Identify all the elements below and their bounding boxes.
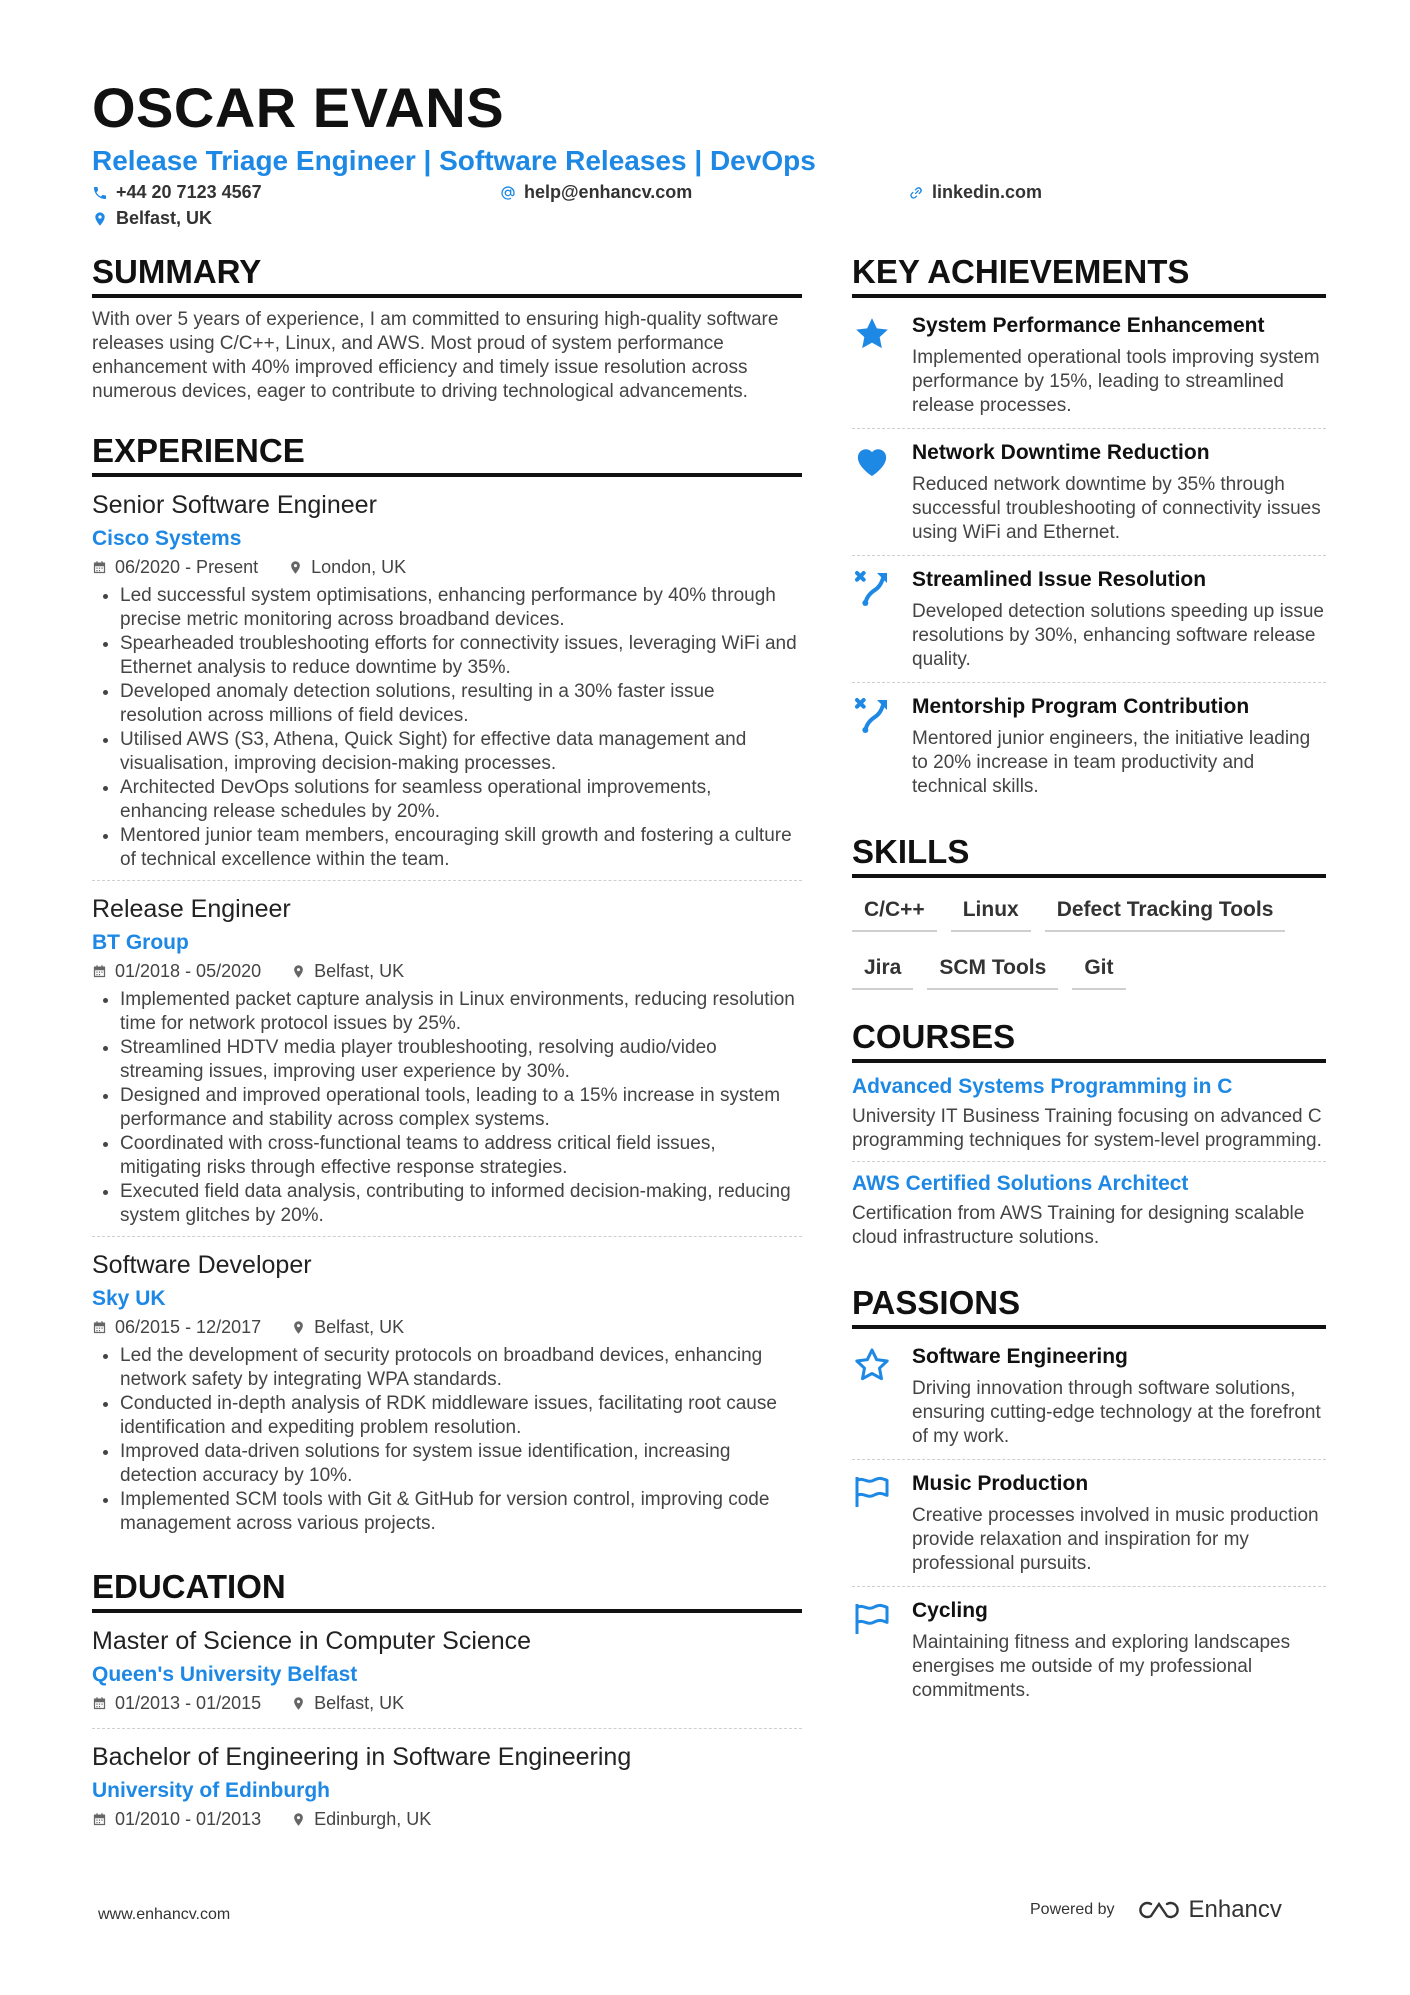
skills-list: [852, 892, 1326, 990]
flag-icon: [852, 1599, 892, 1639]
school-name: Queen's University Belfast: [92, 1663, 358, 1686]
linkedin-text: linkedin.com: [932, 182, 1043, 202]
job-title: Software Developer: [92, 1251, 312, 1279]
achievement-item: [852, 556, 1326, 683]
bullet-item: • Implemented packet capture analysis in Linux environments, reducing resolution time for network protocol issues by 25%.: [120, 988, 802, 1036]
passion-item: [852, 1587, 1326, 1713]
course-item: [852, 1162, 1326, 1258]
heart-icon: [852, 441, 892, 481]
passion-item: [852, 1333, 1326, 1460]
job-dates: 06/2015 - 12/2017: [115, 1317, 262, 1337]
course-title: Advanced Systems Programming in C: [852, 1075, 1233, 1098]
calendar-icon: [92, 1812, 107, 1827]
passions-list: [852, 1333, 1326, 1713]
course-desc: Certification from AWS Training for designing scalable cloud infrastructure solutions.: [852, 1203, 1305, 1248]
flag-icon: [852, 1472, 892, 1512]
achievement-item: [852, 429, 1326, 556]
job-location: Belfast, UK: [314, 1317, 405, 1337]
enhancv-logo[interactable]: [1137, 1896, 1282, 1924]
education-dates: 01/2010 - 01/2013: [115, 1809, 262, 1829]
courses-list: [852, 1065, 1326, 1258]
at-icon: [500, 185, 516, 201]
bullet-item: • Mentored junior team members, encouraging skill growth and fostering a culture of technical excellence within the team.: [120, 824, 802, 872]
route-icon: [852, 695, 892, 735]
job-dates: 06/2020 - Present: [115, 557, 259, 577]
job-location: Belfast, UK: [314, 961, 405, 981]
bullet-item: • Designed and improved operational tools, leading to a 15% increase in system performance and stability across complex systems.: [120, 1084, 802, 1132]
skill-tag: SCM Tools: [927, 950, 1058, 990]
bullet-item: • Improved data-driven solutions for system issue identification, increasing detection accuracy by 10%.: [120, 1440, 802, 1488]
location-pin-icon: [291, 1696, 306, 1711]
job-bullets: [92, 1344, 802, 1536]
achievement-title: Mentorship Program Contribution: [912, 695, 1250, 718]
skill-tag: Linux: [951, 892, 1031, 932]
email-text: help@enhancv.com: [524, 182, 693, 202]
contact-email[interactable]: [500, 182, 692, 203]
job-meta: [92, 557, 802, 578]
passions-heading: PASSIONS: [852, 1286, 1326, 1329]
achievement-item: [852, 683, 1326, 809]
education-meta: [92, 1693, 802, 1714]
education-entry: [92, 1625, 802, 1729]
job-bullets: [92, 584, 802, 872]
education-location: Belfast, UK: [314, 1693, 405, 1713]
contact-linkedin[interactable]: [908, 182, 1042, 203]
achievement-desc: Reduced network downtime by 35% through successful troubleshooting of connectivity issues using WiFi and Ethernet.: [912, 474, 1321, 543]
achievements-heading: KEY ACHIEVEMENTS: [852, 255, 1326, 298]
calendar-icon: [92, 1320, 107, 1335]
achievement-desc: Implemented operational tools improving system performance by 15%, leading to streamlined release processes.: [912, 347, 1320, 416]
summary-heading: SUMMARY: [92, 255, 802, 298]
bullet-item: • Led the development of security protocols on broadband devices, enhancing network safety by integrating WPA standards.: [120, 1344, 802, 1392]
job-bullets: [92, 988, 802, 1228]
education-dates: 01/2013 - 01/2015: [115, 1693, 262, 1713]
company-name: BT Group: [92, 931, 189, 954]
achievement-title: Network Downtime Reduction: [912, 441, 1210, 464]
footer-website[interactable]: www.enhancv.com: [98, 1906, 231, 1923]
location-pin-icon: [291, 1812, 306, 1827]
achievement-title: System Performance Enhancement: [912, 314, 1265, 337]
location-text: Belfast, UK: [116, 208, 213, 228]
course-desc: University IT Business Training focusing on advanced C programming techniques for system-level programming.: [852, 1106, 1322, 1151]
job-entry: [92, 893, 802, 1237]
job-title: Senior Software Engineer: [92, 491, 377, 519]
passion-desc: Driving innovation through software solutions, ensuring cutting-edge technology at the forefront of my work.: [912, 1378, 1321, 1447]
course-title: AWS Certified Solutions Architect: [852, 1172, 1189, 1195]
powered-by-text: Powered by: [1030, 1901, 1115, 1918]
education-meta: [92, 1809, 802, 1830]
company-name: Cisco Systems: [92, 527, 242, 550]
education-entry: [92, 1741, 802, 1844]
achievements-list: [852, 302, 1326, 809]
bullet-item: • Implemented SCM tools with Git & GitHub for version control, improving code management across various projects.: [120, 1488, 802, 1536]
bullet-item: • Streamlined HDTV media player troubleshooting, resolving audio/video streaming issues, improving user experience by 30%.: [120, 1036, 802, 1084]
bullet-item: • Conducted in-depth analysis of RDK middleware issues, facilitating root cause identification and expediting problem resolution.: [120, 1392, 802, 1440]
bullet-item: • Led successful system optimisations, enhancing performance by 40% through precise metric monitoring across broadband devices.: [120, 584, 802, 632]
right-column: [852, 255, 1326, 1713]
school-name: University of Edinburgh: [92, 1779, 331, 1802]
left-column: [92, 255, 802, 1844]
calendar-icon: [92, 1696, 107, 1711]
star-icon: [852, 314, 892, 354]
achievement-item: [852, 302, 1326, 429]
calendar-icon: [92, 560, 107, 575]
bullet-item: • Executed field data analysis, contributing to informed decision-making, reducing system glitches by 20%.: [120, 1180, 802, 1228]
location-pin-icon: [288, 560, 303, 575]
bullet-item: • Coordinated with cross-functional teams to address critical field issues, mitigating risks through effective response strategies.: [120, 1132, 802, 1180]
bullet-item: • Spearheaded troubleshooting efforts for connectivity issues, leveraging WiFi and Ethernet analysis to reduce downtime by 35%.: [120, 632, 802, 680]
degree-title: Bachelor of Engineering in Software Engineering: [92, 1743, 632, 1771]
job-meta: [92, 1317, 802, 1338]
contact-phone: [92, 182, 262, 203]
footer-branding: [1030, 1896, 1282, 1924]
star-outline-icon: [852, 1345, 892, 1385]
passion-desc: Creative processes involved in music production provide relaxation and inspiration for my professional pursuits.: [912, 1505, 1319, 1574]
job-dates: 01/2018 - 05/2020: [115, 961, 262, 981]
job-entry: [92, 1249, 802, 1544]
calendar-icon: [92, 964, 107, 979]
passion-title: Software Engineering: [912, 1345, 1128, 1368]
skill-tag: C/C++: [852, 892, 937, 932]
achievement-desc: Developed detection solutions speeding up issue resolutions by 30%, enhancing software release quality.: [912, 601, 1324, 670]
enhancv-logo-icon: [1137, 1899, 1181, 1921]
brand-name: Enhancv: [1188, 1896, 1282, 1923]
degree-title: Master of Science in Computer Science: [92, 1627, 532, 1655]
experience-heading: EXPERIENCE: [92, 434, 802, 477]
passion-title: Cycling: [912, 1599, 988, 1622]
company-name: Sky UK: [92, 1287, 166, 1310]
skill-tag: Defect Tracking Tools: [1045, 892, 1286, 932]
achievement-desc: Mentored junior engineers, the initiative leading to 20% increase in team productivity and technical skills.: [912, 728, 1311, 797]
job-title: Release Engineer: [92, 895, 291, 923]
location-pin-icon: [92, 211, 108, 227]
phone-text: +44 20 7123 4567: [116, 182, 262, 202]
candidate-name: OSCAR EVANS: [92, 76, 505, 139]
achievement-title: Streamlined Issue Resolution: [912, 568, 1207, 591]
education-location: Edinburgh, UK: [314, 1809, 432, 1829]
summary-text: With over 5 years of experience, I am committed to ensuring high-quality software releases using C/C++, Linux, and AWS. Most proud of system performance enhancement with 40% improved efficiency and timely issue resolution across numerous devices, eager to contribute to driving technological advancements.: [92, 309, 779, 402]
passion-desc: Maintaining fitness and exploring landscapes energises me outside of my professional commitments.: [912, 1632, 1291, 1701]
route-icon: [852, 568, 892, 608]
passion-title: Music Production: [912, 1472, 1089, 1495]
candidate-headline: Release Triage Engineer | Software Releases | DevOps: [92, 145, 816, 176]
education-heading: EDUCATION: [92, 1570, 802, 1613]
job-location: London, UK: [311, 557, 407, 577]
job-meta: [92, 961, 802, 982]
skill-tag: Jira: [852, 950, 913, 990]
contact-location: [92, 208, 212, 229]
link-icon: [908, 185, 924, 201]
skill-tag: Git: [1072, 950, 1125, 990]
passion-item: [852, 1460, 1326, 1587]
location-pin-icon: [291, 964, 306, 979]
location-pin-icon: [291, 1320, 306, 1335]
job-entry: [92, 489, 802, 881]
bullet-item: • Architected DevOps solutions for seamless operational improvements, enhancing release schedules by 20%.: [120, 776, 802, 824]
phone-icon: [92, 185, 108, 201]
bullet-item: • Developed anomaly detection solutions, resulting in a 30% faster issue resolution across millions of field devices.: [120, 680, 802, 728]
courses-heading: COURSES: [852, 1020, 1326, 1063]
course-item: [852, 1065, 1326, 1162]
experience-list: [92, 489, 802, 1544]
bullet-item: • Utilised AWS (S3, Athena, Quick Sight) for effective data management and visualisation, improving decision-making processes.: [120, 728, 802, 776]
skills-heading: SKILLS: [852, 835, 1326, 878]
